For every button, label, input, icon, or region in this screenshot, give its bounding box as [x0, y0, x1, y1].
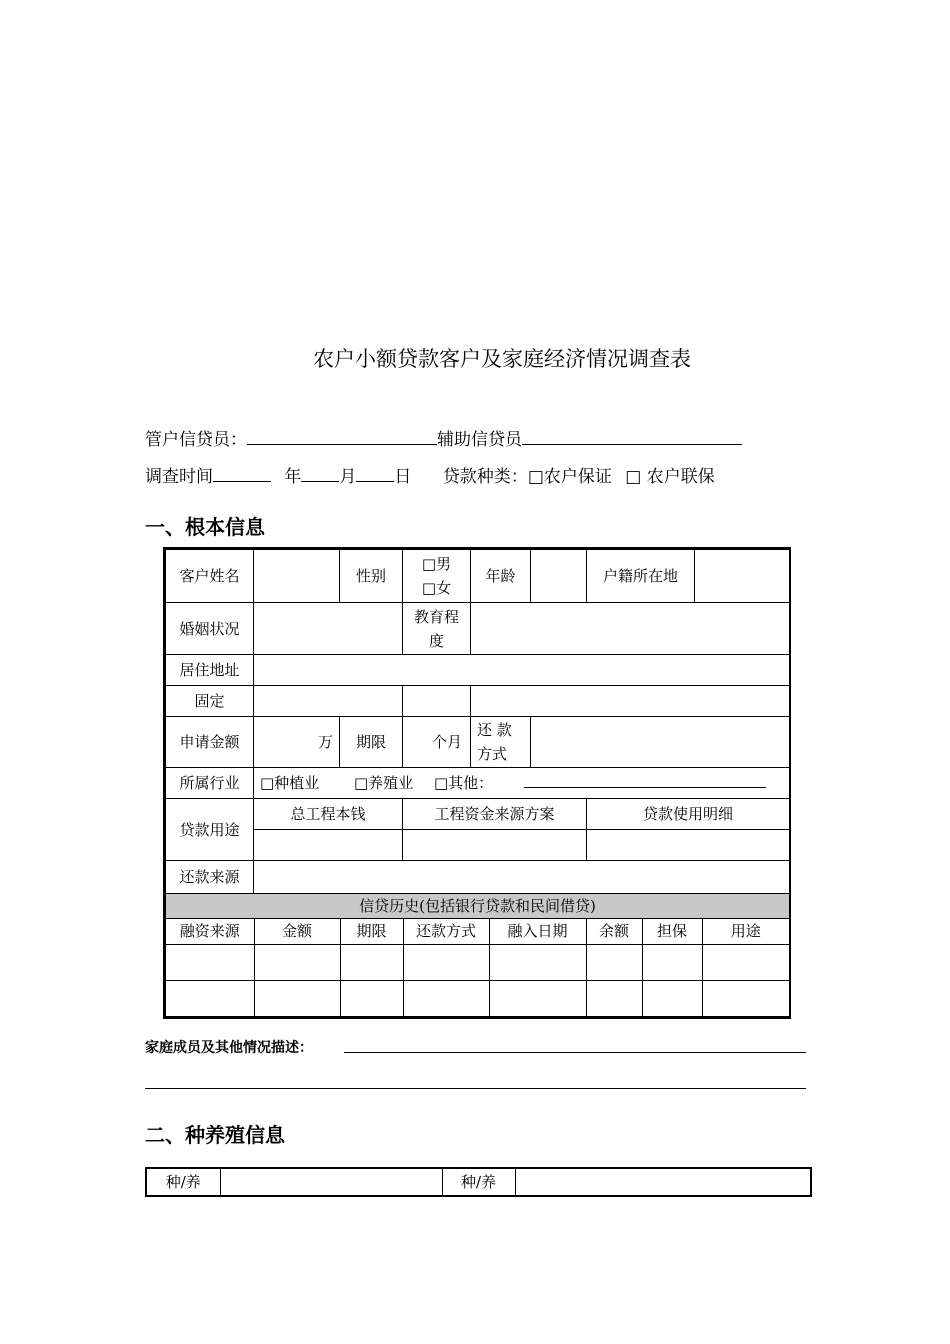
female-checkbox[interactable]: □女 — [421, 579, 452, 597]
history-col-header: 金额 — [254, 919, 340, 944]
basic-info-table — [163, 547, 791, 1019]
history-cell[interactable] — [340, 944, 403, 980]
time-label: 调查时间 — [145, 467, 213, 487]
repay-source-field[interactable] — [254, 861, 790, 894]
history-cell[interactable] — [489, 944, 586, 980]
month-label: 月 — [339, 467, 357, 487]
history-col-header: 期限 — [340, 919, 403, 944]
farm-col2-label: 种/养 — [442, 1169, 515, 1195]
section-farm-heading: 二、种养殖信息 — [145, 1123, 285, 1147]
fixed-field-3[interactable] — [471, 686, 790, 717]
month-field[interactable] — [301, 465, 339, 482]
joint-checkbox[interactable]: □ 农户联保 — [625, 467, 715, 487]
year-field[interactable] — [213, 465, 271, 482]
age-label: 年龄 — [471, 550, 531, 603]
repay-method-label: 还 款方式 — [471, 717, 531, 768]
history-cell[interactable] — [403, 944, 489, 980]
history-cell[interactable] — [340, 980, 403, 1016]
hukou-label: 户籍所在地 — [587, 550, 695, 602]
address-field[interactable] — [254, 655, 790, 686]
gender-options — [403, 550, 471, 603]
name-field[interactable] — [254, 550, 340, 603]
education-label: 教育程度 — [403, 603, 471, 655]
history-cell[interactable] — [489, 980, 586, 1016]
officer-label: 管户信贷员： — [145, 430, 247, 450]
time-line — [145, 462, 715, 487]
history-cell[interactable] — [166, 944, 254, 980]
section-basic-heading: 一、根本信息 — [145, 515, 265, 539]
fixed-field-2[interactable] — [403, 686, 471, 717]
total-cost-field[interactable] — [254, 830, 403, 861]
gender-label: 性别 — [340, 550, 403, 603]
history-cell[interactable] — [702, 980, 789, 1016]
breeding-checkbox[interactable]: □养殖业 — [353, 774, 414, 792]
farm-col2-field[interactable] — [515, 1169, 810, 1195]
guarantee-checkbox[interactable]: □农户保证 — [527, 467, 612, 487]
history-cell[interactable] — [403, 980, 489, 1016]
purpose-label: 贷款用途 — [166, 799, 254, 861]
usage-detail-header: 贷款使用明细 — [587, 799, 790, 830]
address-label: 居住地址 — [166, 655, 254, 686]
hukou-cell — [587, 550, 790, 603]
history-cell[interactable] — [642, 980, 702, 1016]
family-desc-line-2[interactable] — [145, 1088, 806, 1089]
marital-label: 婚姻状况 — [166, 603, 254, 655]
credit-history-grid — [166, 919, 790, 1017]
history-col-header: 用途 — [702, 919, 789, 944]
officer-line — [145, 425, 742, 450]
history-cell[interactable] — [702, 944, 789, 980]
officer-field[interactable] — [247, 428, 437, 445]
fund-source-field[interactable] — [403, 830, 587, 861]
history-col-header: 还款方式 — [403, 919, 489, 944]
history-col-header: 担保 — [642, 919, 702, 944]
industry-options — [254, 768, 790, 799]
history-col-header: 余额 — [586, 919, 642, 944]
day-field[interactable] — [356, 465, 394, 482]
other-field[interactable] — [524, 775, 766, 788]
total-cost-header: 总工程本钱 — [254, 799, 403, 830]
history-cell[interactable] — [586, 944, 642, 980]
history-cell[interactable] — [254, 944, 340, 980]
day-label: 日 — [394, 467, 412, 487]
name-label: 客户姓名 — [166, 550, 254, 603]
assist-label: 辅助信贷员 — [437, 430, 522, 450]
year-label: 年 — [284, 467, 302, 487]
other-checkbox[interactable]: □其他： — [433, 774, 494, 792]
credit-history-header: 信贷历史(包括银行贷款和民间借贷) — [166, 894, 790, 919]
farm-col1-field[interactable] — [220, 1169, 442, 1195]
marital-field[interactable] — [254, 603, 403, 655]
farm-table — [145, 1167, 812, 1197]
male-checkbox[interactable]: □男 — [421, 555, 452, 573]
fixed-label: 固定 — [166, 686, 254, 717]
credit-history-table — [166, 919, 789, 1016]
page-title: 农户小额贷款客户及家庭经济情况调查表 — [313, 347, 691, 371]
history-col-header: 融资来源 — [166, 919, 254, 944]
age-field[interactable] — [531, 550, 587, 603]
loan-type-label: 贷款种类： — [442, 467, 528, 487]
history-cell[interactable] — [586, 980, 642, 1016]
repay-source-label: 还款来源 — [166, 861, 254, 894]
family-desc-line-1[interactable] — [344, 1052, 806, 1053]
usage-detail-field[interactable] — [587, 830, 790, 861]
history-cell[interactable] — [166, 980, 254, 1016]
history-cell[interactable] — [254, 980, 340, 1016]
term-label: 期限 — [340, 717, 403, 768]
fixed-field-1[interactable] — [254, 686, 403, 717]
hukou-field[interactable] — [695, 550, 790, 602]
education-field[interactable] — [471, 603, 790, 655]
repay-method-field[interactable] — [531, 717, 790, 768]
amount-unit[interactable]: 万 — [254, 717, 340, 768]
assist-field[interactable] — [522, 428, 742, 445]
history-col-header: 融入日期 — [489, 919, 586, 944]
industry-label: 所属行业 — [166, 768, 254, 799]
planting-checkbox[interactable]: □种植业 — [260, 774, 320, 792]
history-cell[interactable] — [642, 944, 702, 980]
fund-source-header: 工程资金来源方案 — [403, 799, 587, 830]
farm-col1-label: 种/养 — [147, 1169, 220, 1195]
family-desc-label: 家庭成员及其他情况描述： — [145, 1040, 313, 1056]
term-unit[interactable]: 个月 — [403, 717, 471, 768]
amount-label: 申请金额 — [166, 717, 254, 768]
